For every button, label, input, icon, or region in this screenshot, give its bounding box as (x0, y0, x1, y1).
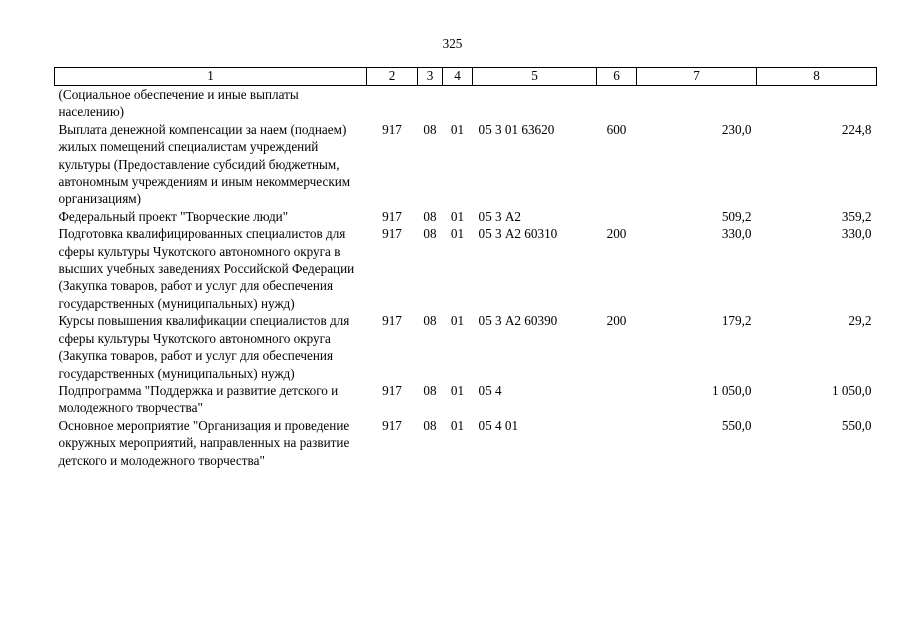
cell-planned: 509,2 (721, 208, 752, 224)
cell-section (418, 86, 443, 121)
cell-executed: 359,2 (841, 208, 872, 224)
row-name: Подготовка квалифицированных специалистов для сферы культуры Чукотского автономного округа в высших учебных заведениях Российской Федерации (Закупка товаров, работ и услуг для обеспечения государственных (муниципальных) нужд) (58, 226, 355, 311)
row-name: Основное мероприятие "Организация и проведение окружных мероприятий, направленных на развитие детского и молодежного творчества" (58, 417, 350, 468)
cell-executed: 29,2 (848, 313, 872, 329)
cell-planned (637, 86, 757, 121)
cell-target-article: 05 4 01 (478, 417, 519, 433)
column-header: 5 (473, 68, 597, 86)
column-header: 2 (367, 68, 418, 86)
cell-expense-type (597, 382, 637, 417)
cell-executed: 1 050,0 (831, 382, 872, 398)
cell-executed (757, 86, 877, 121)
cell-planned: 330,0 (721, 226, 752, 242)
cell-subsection: 01 (450, 208, 465, 224)
cell-admin-code: 917 (382, 313, 402, 329)
column-header: 4 (443, 68, 473, 86)
budget-table (54, 67, 877, 469)
cell-executed: 224,8 (841, 121, 872, 137)
cell-expense-type: 200 (606, 313, 627, 329)
table-header-row (55, 68, 877, 86)
cell-subsection: 01 (450, 382, 465, 398)
cell-executed: 330,0 (841, 226, 872, 242)
row-name: Выплата денежной компенсации за наем (поднаем) жилых помещений специалистам учреждений культуры (Предоставление субсидий бюджетным, автономным учреждениям и иным некоммерческим организациям) (58, 121, 351, 207)
cell-planned: 230,0 (721, 121, 752, 137)
table-row (55, 417, 877, 469)
column-header: 1 (55, 68, 367, 86)
cell-planned: 550,0 (721, 417, 752, 433)
cell-executed: 550,0 (841, 417, 872, 433)
table-row (55, 312, 877, 382)
cell-target-article: 05 3 А2 60390 (478, 313, 558, 329)
cell-expense-type: 200 (606, 226, 627, 242)
cell-target-article: 05 3 А2 60310 (478, 226, 558, 242)
cell-section: 08 (423, 382, 437, 398)
cell-expense-type: 600 (606, 121, 627, 137)
cell-admin-code (367, 86, 418, 121)
row-name: (Социальное обеспечение и иные выплаты населению) (58, 87, 299, 120)
cell-section: 08 (423, 208, 437, 224)
cell-admin-code: 917 (382, 121, 402, 137)
cell-subsection (443, 86, 473, 121)
cell-section: 08 (423, 313, 437, 329)
column-header: 7 (637, 68, 757, 86)
cell-section: 08 (423, 226, 437, 242)
column-header: 8 (757, 68, 877, 86)
row-name: Федеральный проект "Творческие люди" (58, 208, 289, 224)
page-number: 325 (442, 36, 463, 51)
column-header: 6 (597, 68, 637, 86)
table-row (55, 86, 877, 121)
row-name: Курсы повышения квалификации специалистов для сферы культуры Чукотского автономного округа (Закупка товаров, работ и услуг для обеспечения государственных (муниципальных) нужд) (58, 313, 350, 381)
column-header: 3 (418, 68, 443, 86)
cell-planned: 179,2 (721, 313, 752, 329)
cell-subsection: 01 (450, 417, 465, 433)
table-row (55, 208, 877, 225)
cell-target-article: 05 4 (478, 382, 502, 398)
cell-target-article: 05 3 А2 (478, 208, 521, 224)
cell-subsection: 01 (450, 226, 465, 242)
cell-subsection: 01 (450, 121, 465, 137)
cell-section: 08 (423, 121, 437, 137)
row-name: Подпрограмма "Поддержка и развитие детского и молодежного творчества" (58, 382, 339, 416)
table-row (55, 382, 877, 417)
cell-admin-code: 917 (382, 382, 402, 398)
table-row (55, 121, 877, 208)
cell-subsection: 01 (450, 313, 465, 329)
table-row (55, 225, 877, 312)
cell-expense-type (597, 208, 637, 225)
cell-admin-code: 917 (382, 208, 402, 224)
cell-section: 08 (423, 417, 437, 433)
cell-admin-code: 917 (382, 226, 402, 242)
cell-expense-type (597, 86, 637, 121)
cell-planned: 1 050,0 (711, 382, 752, 398)
cell-expense-type (597, 417, 637, 469)
cell-target-article (473, 86, 597, 121)
cell-target-article: 05 3 01 63620 (478, 121, 555, 137)
cell-admin-code: 917 (382, 417, 402, 433)
